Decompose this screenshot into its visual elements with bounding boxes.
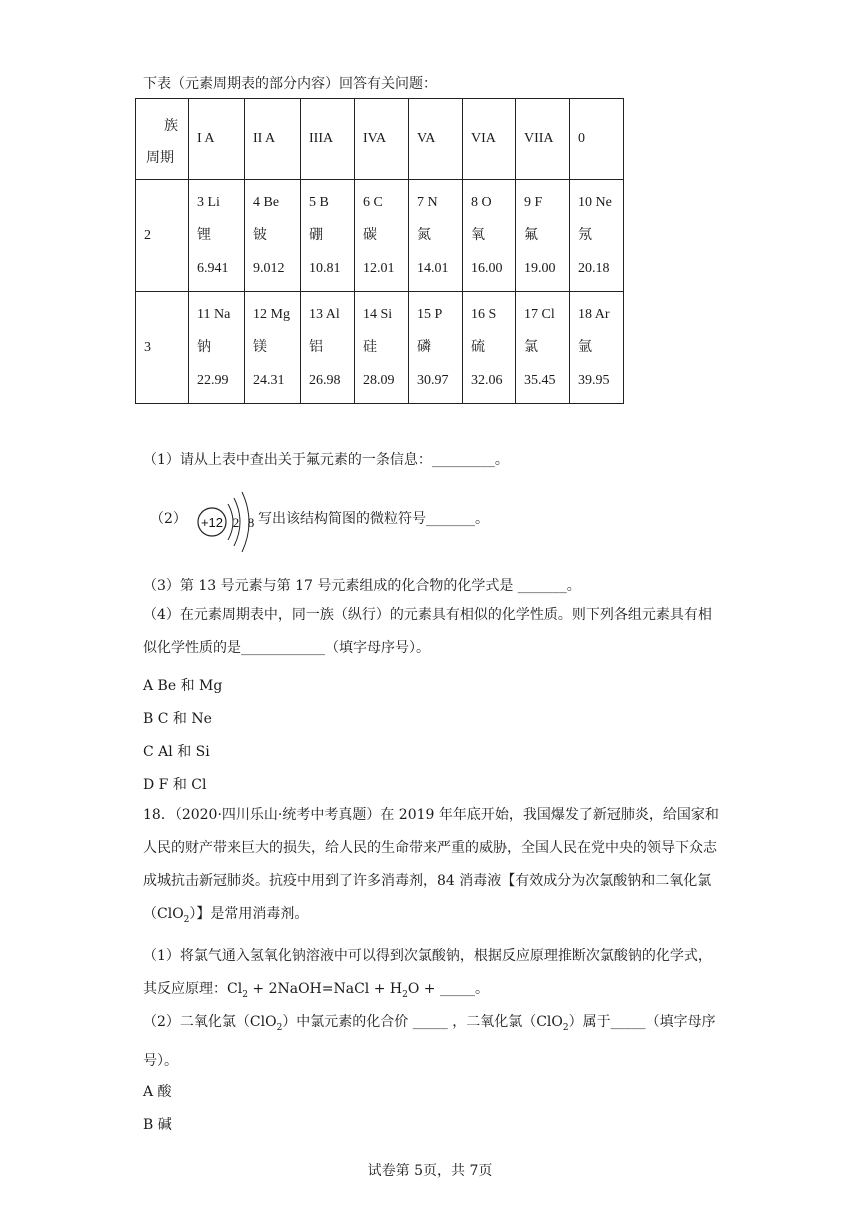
corner-period-label: 周期 — [146, 151, 174, 166]
question-4-2-text: 写出该结构简图的微粒符号_______。 — [258, 511, 489, 527]
table-header-row — [136, 99, 624, 180]
element-mass: 24.31 — [253, 373, 285, 388]
option-a: A Be 和 Mg — [143, 678, 223, 694]
element-number-symbol: 13 Al — [309, 307, 340, 322]
element-cell — [245, 180, 301, 292]
option-b: B C 和 Ne — [143, 711, 212, 727]
question-4-1: （1）请从上表中查出关于氟元素的一条信息：_________。 — [143, 452, 509, 468]
option-acid: A 酸 — [143, 1084, 172, 1100]
element-name: 铍 — [253, 228, 267, 243]
element-mass: 22.99 — [197, 373, 229, 388]
group-header: VIA — [463, 99, 516, 180]
question-18-2: （2）二氧化氯（ClO$_2$）中氯元素的化合价 _____ ，二氧化氯（ClO$_2$）属于_____（填字母序号）。 — [143, 1014, 716, 1069]
element-number-symbol: 10 Ne — [578, 195, 612, 210]
element-number-symbol: 16 S — [471, 307, 497, 322]
corner-group-label: 族 — [164, 119, 178, 134]
element-cell — [355, 180, 409, 292]
element-mass: 9.012 — [253, 261, 285, 276]
element-mass: 39.95 — [578, 373, 610, 388]
group-header: VA — [409, 99, 463, 180]
element-cell — [409, 180, 463, 292]
element-cell — [301, 292, 355, 404]
question-18-intro: 18．（2020·四川乐山·统考中考真题）在 2019 年年底开始，我国爆发了新冠肺炎，给国家和人民的财产带来巨大的损失，给人民的生命带来严重的威胁，全国人民在党中央的领导下众志成城抗击新冠肺炎。抗疫中用到了许多消毒剂，84 消毒液【有效成分为次氯酸钠和二氧化氯（ClO$_2$）】是常用消毒剂。 — [143, 807, 719, 925]
element-name: 氯 — [524, 340, 538, 355]
element-mass: 26.98 — [309, 373, 341, 388]
element-name: 硼 — [309, 228, 323, 243]
element-cell — [301, 180, 355, 292]
element-mass: 32.06 — [471, 373, 503, 388]
element-cell — [463, 180, 516, 292]
table-row-period-2 — [136, 180, 624, 292]
group-header: II A — [245, 99, 301, 180]
element-name: 硅 — [363, 340, 377, 355]
element-cell — [189, 292, 245, 404]
element-mass: 16.00 — [471, 261, 503, 276]
element-name: 氧 — [471, 228, 485, 243]
element-name: 碳 — [363, 228, 377, 243]
element-cell — [516, 180, 570, 292]
element-cell — [189, 180, 245, 292]
element-mass: 35.45 — [524, 373, 556, 388]
element-number-symbol: 4 Be — [253, 195, 280, 210]
element-mass: 19.00 — [524, 261, 556, 276]
element-name: 锂 — [197, 228, 211, 243]
group-header: I A — [189, 99, 245, 180]
table-row-period-3 — [136, 292, 624, 404]
corner-cell — [136, 99, 189, 180]
element-name: 磷 — [417, 340, 431, 355]
period-label: 2 — [136, 180, 189, 292]
period-label: 3 — [136, 292, 189, 404]
group-header: IIIA — [301, 99, 355, 180]
element-number-symbol: 3 Li — [197, 195, 220, 210]
element-cell — [355, 292, 409, 404]
shell-2-electrons: 8 — [247, 515, 255, 530]
option-base: B 碱 — [143, 1117, 172, 1133]
element-name: 铝 — [309, 340, 323, 355]
element-mass: 14.01 — [417, 261, 449, 276]
shell-1-electrons: 2 — [232, 515, 240, 530]
element-mass: 30.97 — [417, 373, 449, 388]
option-c: C Al 和 Si — [143, 744, 210, 760]
element-number-symbol: 17 Cl — [524, 307, 555, 322]
periodic-table — [135, 98, 624, 404]
group-header: 0 — [570, 99, 624, 180]
question-4-3: （3）第 13 号元素与第 17 号元素组成的化合物的化学式是 _______。 — [143, 578, 581, 594]
element-name: 氮 — [417, 228, 431, 243]
element-name: 钠 — [197, 340, 211, 355]
question-4-4: （4）在元素周期表中，同一族（纵行）的元素具有相似的化学性质。则下列各组元素具有相似化学性质的是____________（填字母序号）。 — [143, 607, 712, 656]
element-cell — [463, 292, 516, 404]
element-number-symbol: 6 C — [363, 195, 383, 210]
element-number-symbol: 15 P — [417, 307, 443, 322]
element-name: 氩 — [578, 340, 592, 355]
element-name: 镁 — [253, 340, 267, 355]
element-cell — [570, 292, 624, 404]
element-cell — [570, 180, 624, 292]
element-number-symbol: 12 Mg — [253, 307, 290, 322]
element-mass: 28.09 — [363, 373, 395, 388]
element-number-symbol: 7 N — [417, 195, 438, 210]
element-number-symbol: 8 O — [471, 195, 492, 210]
element-number-symbol: 14 Si — [363, 307, 393, 322]
group-header: IVA — [355, 99, 409, 180]
element-cell — [245, 292, 301, 404]
question-18-1: （1）将氯气通入氢氧化钠溶液中可以得到次氯酸钠，根据反应原理推断次氯酸钠的化学式，其反应原理：$Cl_2$ + 2NaOH=NaCl + $H_2O$ + _____。 — [143, 948, 712, 1000]
element-cell — [516, 292, 570, 404]
element-name: 氖 — [578, 228, 592, 243]
element-name: 硫 — [471, 340, 485, 355]
element-name: 氟 — [524, 228, 538, 243]
page-footer: 试卷第 5页，共 7页 — [367, 1163, 493, 1179]
element-number-symbol: 5 B — [309, 195, 329, 210]
element-mass: 6.941 — [197, 261, 229, 276]
group-header: VIIA — [516, 99, 570, 180]
element-mass: 12.01 — [363, 261, 395, 276]
question-4-2-label: （2） — [150, 511, 187, 527]
element-mass: 20.18 — [578, 261, 610, 276]
element-number-symbol: 9 F — [524, 195, 543, 210]
element-number-symbol: 11 Na — [197, 307, 231, 322]
option-d: D F 和 Cl — [143, 777, 207, 793]
element-cell — [409, 292, 463, 404]
element-mass: 10.81 — [309, 261, 341, 276]
table-intro: 下表（元素周期表的部分内容）回答有关问题： — [143, 76, 437, 92]
element-number-symbol: 18 Ar — [578, 307, 610, 322]
nucleus-charge: +12 — [200, 515, 224, 530]
